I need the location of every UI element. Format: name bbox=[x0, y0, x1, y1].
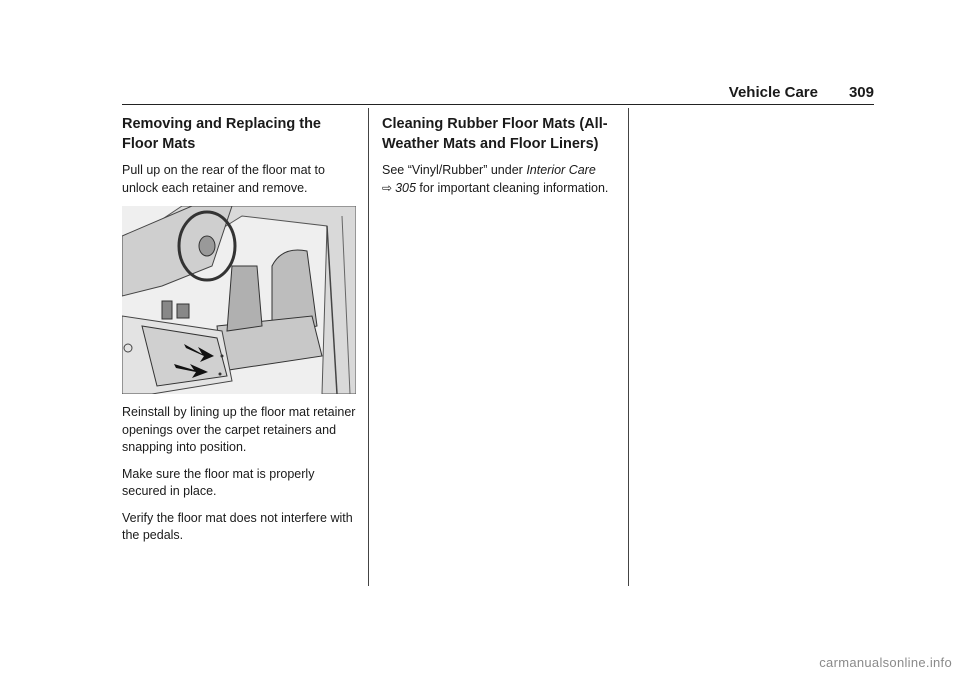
section-heading: Cleaning Rubber Floor Mats (All-Weather Mats and Floor Liners) bbox=[382, 116, 608, 152]
page-reference[interactable]: 305 bbox=[395, 180, 416, 195]
column-2 bbox=[382, 108, 618, 206]
rest-text: for important cleaning information. bbox=[419, 180, 609, 195]
column-1 bbox=[122, 108, 356, 554]
section-heading: Removing and Replacing the Floor Mats bbox=[122, 116, 321, 152]
paragraph bbox=[382, 162, 618, 197]
column-divider bbox=[368, 108, 369, 586]
column-divider bbox=[628, 108, 629, 586]
paragraph: Verify the floor mat does not interfere with the pedals. bbox=[122, 510, 353, 542]
see-text: See “Vinyl/Rubber” under bbox=[382, 163, 523, 177]
floor-mat-illustration bbox=[122, 206, 356, 394]
paragraph: Reinstall by lining up the floor mat retainer openings over the carpet retainers and snapping into position. bbox=[122, 405, 356, 454]
page-number: 309 bbox=[848, 84, 874, 101]
paragraph: Pull up on the rear of the floor mat to unlock each retainer and remove. bbox=[122, 163, 325, 195]
cross-reference-link[interactable]: Interior Care bbox=[526, 163, 596, 177]
section-title: Vehicle Care bbox=[728, 84, 818, 101]
car-interior-icon bbox=[122, 206, 356, 394]
watermark: carmanualsonline.info bbox=[819, 655, 952, 670]
page-header bbox=[122, 84, 874, 105]
page-ref-icon: ⇨ bbox=[382, 180, 393, 195]
paragraph: Make sure the floor mat is properly secured in place. bbox=[122, 466, 315, 498]
